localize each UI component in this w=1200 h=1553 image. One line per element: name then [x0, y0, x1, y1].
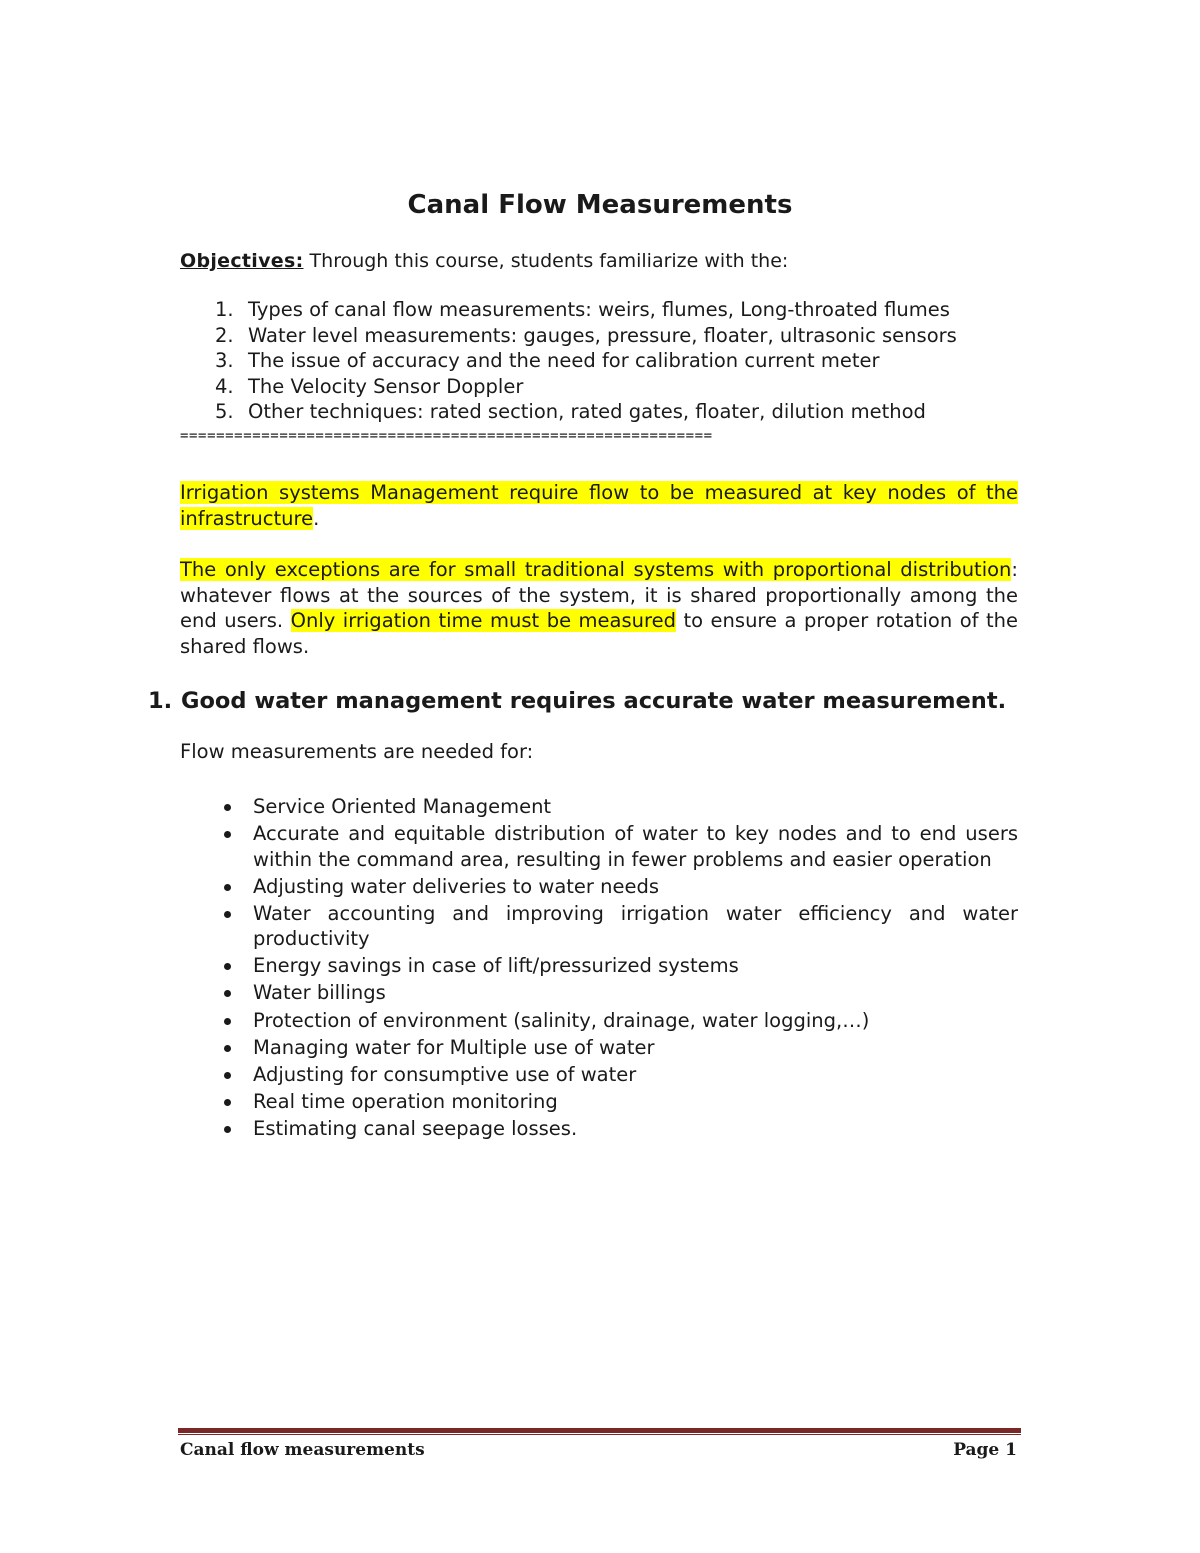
objective-item: 5. Other techniques: rated section, rated gates, floater, dilution method	[215, 400, 926, 423]
footer-page-number: Page 1	[953, 1440, 1017, 1460]
highlighted-text: Only irrigation time must be measured	[290, 609, 676, 632]
objectives-list	[215, 297, 957, 425]
footer-rule-thin	[178, 1434, 1021, 1435]
bullet-icon	[224, 1099, 231, 1106]
objectives-text: Through this course, students familiarize with the:	[303, 250, 789, 272]
objectives-line	[180, 250, 788, 272]
separator-line: ===========================================================	[180, 428, 713, 444]
list-item: Real time operation monitoring	[218, 1089, 1018, 1115]
list-item: Adjusting for consumptive use of water	[218, 1062, 1018, 1088]
paragraph-irrigation-management: Irrigation systems Management require flow to be measured at key nodes of the infrastructure.	[180, 481, 1018, 530]
highlighted-text: Irrigation systems Management require flow to be measured at key nodes of the infrastructure	[180, 481, 1018, 530]
bullet-icon	[224, 963, 231, 970]
list-item: Energy savings in case of lift/pressurized systems	[218, 953, 1018, 979]
highlighted-text: The only exceptions are for small traditional systems with proportional distribution	[180, 558, 1012, 581]
list-item: Protection of environment (salinity, drainage, water logging,…)	[218, 1008, 1018, 1034]
bullet-icon	[224, 884, 231, 891]
section-intro: Flow measurements are needed for:	[180, 740, 534, 763]
list-item: Water billings	[218, 980, 1018, 1006]
list-item: Accurate and equitable distribution of water to key nodes and to end users within the command area, resulting in fewer problems and easier operation	[218, 821, 1018, 872]
list-item: Service Oriented Management	[218, 794, 1018, 820]
bullet-icon	[224, 1126, 231, 1133]
footer-document-title: Canal flow measurements	[180, 1440, 425, 1460]
paragraph-exceptions: The only exceptions are for small traditional systems with proportional distribution: whatever flows at the sources of the system, it is shared proportionally among the end users. Only irrigation time must be measured to ensure a proper rotation of the shared flows.	[180, 558, 1018, 658]
list-item: Estimating canal seepage losses.	[218, 1116, 1018, 1142]
bullet-icon	[224, 1045, 231, 1052]
bullet-icon	[224, 990, 231, 997]
document-title: Canal Flow Measurements	[407, 190, 793, 220]
list-item: Managing water for Multiple use of water	[218, 1035, 1018, 1061]
objectives-label: Objectives:	[180, 250, 304, 272]
bullet-icon	[224, 1072, 231, 1079]
bullet-icon	[224, 911, 231, 918]
bullet-icon	[224, 831, 231, 838]
objective-item: 4. The Velocity Sensor Doppler	[215, 374, 524, 398]
list-item: Water accounting and improving irrigation water efficiency and water productivity	[218, 901, 1018, 952]
objective-item: 3. The issue of accuracy and the need for calibration current meter	[215, 349, 880, 372]
bullet-icon	[224, 1018, 231, 1025]
footer-rule	[178, 1428, 1021, 1433]
bullet-icon	[224, 804, 231, 811]
objective-item: 1. Types of canal flow measurements: weirs, flumes, Long-throated flumes	[215, 298, 950, 321]
list-item: Adjusting water deliveries to water needs	[218, 874, 1018, 900]
objective-item: 2. Water level measurements: gauges, pressure, floater, ultrasonic sensors	[215, 323, 957, 347]
section-heading: 1. Good water management requires accurate water measurement.	[148, 688, 1007, 714]
needs-bullet-list	[218, 794, 1018, 1143]
